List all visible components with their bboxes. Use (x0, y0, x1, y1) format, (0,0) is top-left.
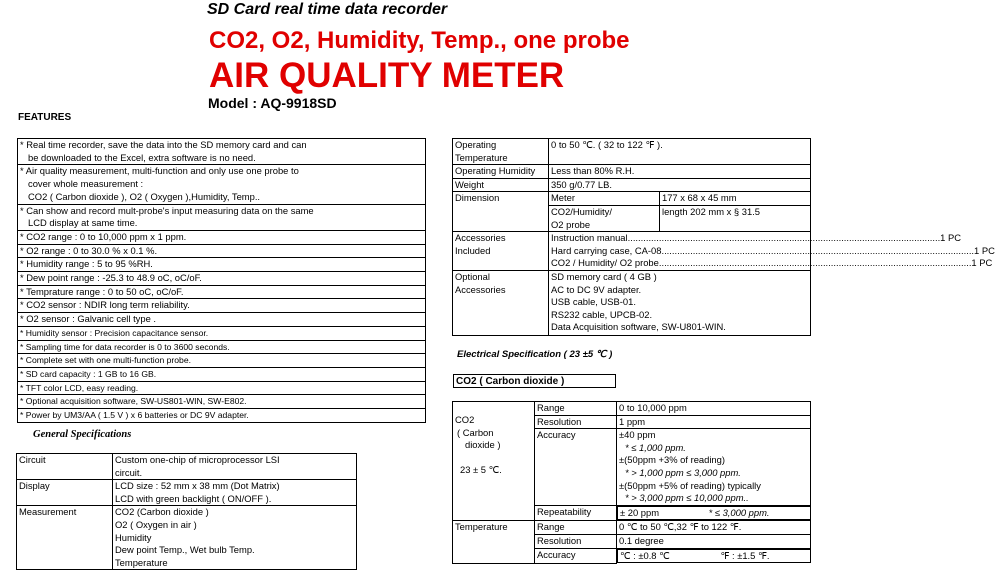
feature-item: * Dew point range : -25.3 to 48.9 oC, oC/oF. (18, 272, 426, 286)
general-spec-heading: General Specifications (33, 429, 132, 440)
feature-item: * TFT color LCD, easy reading. (18, 381, 426, 395)
spec-row-optional (453, 270, 811, 335)
spec-label: Operating Humidity (453, 165, 549, 179)
feature-row (18, 230, 426, 244)
electrical-spec-table (452, 401, 811, 564)
dot-leader: ........................................................................................................................ (661, 244, 975, 256)
accessories-list (549, 232, 995, 271)
optional-accessory-item: RS232 cable, UPCB-02. (551, 308, 653, 320)
spec-row-weight (453, 178, 811, 192)
feature-row (18, 313, 426, 327)
feature-row (18, 244, 426, 258)
general-spec-row (17, 506, 357, 570)
temp-spec-value: 0 ℃ to 50 ℃,32 ℉ to 122 ℉. (617, 521, 811, 535)
spec-value: Less than 80% R.H. (549, 165, 811, 179)
feature-item: * Sampling time for data recorder is 0 to 3600 seconds. (18, 340, 426, 354)
spec-row-accessories (453, 232, 811, 271)
co2-spec-row (453, 402, 811, 416)
model-number: Model : AQ-9918SD (208, 95, 337, 111)
spec-value: 350 g/0.77 LB. (549, 178, 811, 192)
co2-label: CO2 ( Carbon dioxide ) 23 ± 5 ℃. (453, 402, 535, 521)
accessory-item: Instruction manual ........................................................................................................................ 1 PC (551, 232, 962, 244)
general-spec-value: LCD size : 52 mm x 38 mm (Dot Matrix) LCD with green backlight ( ON/OFF ). (113, 480, 357, 506)
feature-item: * Complete set with one multi-function probe. (18, 354, 426, 368)
co2-spec-label: Range (535, 402, 617, 416)
feature-row (18, 139, 426, 165)
parameters-heading: CO2, O2, Humidity, Temp., one probe (209, 27, 630, 54)
co2-spec-label: Resolution (535, 415, 617, 429)
feature-item: * CO2 range : 0 to 10,000 ppm x 1 ppm. (18, 230, 426, 244)
feature-row (18, 299, 426, 313)
optional-accessory-item: SD memory card ( 4 GB ) (551, 270, 657, 282)
feature-row (18, 340, 426, 354)
temperature-label: Temperature (453, 521, 535, 563)
co2-spec-value: ± 20 ppm * ≤ 3,000 ppm. (617, 506, 811, 521)
feature-item: * Can show and record mult-probe's input measuring data on the same LCD display at same time. (18, 204, 426, 230)
feature-row (18, 165, 426, 204)
feature-item: * SD card capacity : 1 GB to 16 GB. (18, 367, 426, 381)
feature-row (18, 381, 426, 395)
feature-item: * Optional acquisition software, SW-US801-WIN, SW-E802. (18, 395, 426, 409)
general-spec-label: Display (17, 480, 113, 506)
general-spec-value: Custom one-chip of microprocessor LSI circuit. (113, 454, 357, 480)
feature-row (18, 326, 426, 340)
feature-row (18, 272, 426, 286)
spec-row-dimension-meter (453, 192, 811, 206)
temp-spec-value: 0.1 degree (617, 534, 811, 548)
spec-row-operating-humidity (453, 165, 811, 179)
temp-spec-value: ℃ : ±0.8 ℃ ℉ : ±1.5 ℉. (617, 549, 811, 564)
spec-label: Accessories Included (453, 232, 549, 271)
feature-row (18, 409, 426, 423)
spec-row-operating-temp (453, 139, 811, 165)
dot-leader: ........................................................................................................................ (658, 257, 972, 269)
spec-value: 0 to 50 ℃. ( 32 to 122 ℉ ). (549, 139, 811, 165)
dimension-meter-label: Meter (549, 192, 660, 206)
temp-spec-label: Resolution (535, 534, 617, 548)
features-heading: FEATURES (18, 112, 72, 123)
dimension-meter-value: 177 x 68 x 45 mm (660, 192, 811, 206)
spec-label: Weight (453, 178, 549, 192)
feature-item: * Air quality measurement, multi-function and only use one probe to cover whole measurement : CO2 ( Carbon dioxide ), O2 ( Oxygen ),Humidity, Temp.. (18, 165, 426, 204)
feature-item: * Real time recorder, save the data into the SD memory card and can be downloaded to the Excel, extra software is no need. (18, 139, 426, 165)
optional-accessory-item: AC to DC 9V adapter. (551, 283, 642, 295)
temp-spec-label: Range (535, 521, 617, 535)
feature-row (18, 258, 426, 272)
optional-accessories-list (549, 270, 811, 335)
feature-row (18, 285, 426, 299)
feature-item: * Power by UM3/AA ( 1.5 V ) x 6 batteries or DC 9V adapter. (18, 409, 426, 423)
co2-spec-value: 1 ppm (617, 415, 811, 429)
feature-row (18, 367, 426, 381)
feature-row (18, 395, 426, 409)
feature-item: * Humidity sensor : Precision capacitance sensor. (18, 326, 426, 340)
spec-label: Dimension (453, 192, 549, 232)
general-spec-row (17, 480, 357, 506)
accessory-item: CO2 / Humidity/ O2 probe ........................................................................................................................ 1 PC (551, 257, 993, 269)
subtitle: SD Card real time data recorder (207, 1, 448, 18)
temp-spec-row (453, 521, 811, 535)
electrical-spec-heading: Electrical Specification ( 23 ±5 ℃ ) (457, 349, 613, 360)
feature-item: * Humidity range : 5 to 95 %RH. (18, 258, 426, 272)
spec-table (452, 138, 995, 336)
general-spec-table (16, 453, 357, 570)
features-table (17, 138, 426, 423)
co2-spec-value: 0 to 10,000 ppm (617, 402, 811, 416)
temp-spec-label: Accuracy (535, 548, 617, 563)
general-spec-row (17, 454, 357, 480)
dimension-probe-value: length 202 mm x § 31.5 (660, 205, 811, 231)
feature-row (18, 204, 426, 230)
general-spec-value: CO2 (Carbon dioxide ) O2 ( Oxygen in air ) Humidity Dew point Temp., Wet bulb Temp. Temperature (113, 506, 357, 570)
spec-label: Operating Temperature (453, 139, 549, 165)
co2-spec-label: Repeatability (535, 505, 617, 521)
feature-item: * O2 range : 0 to 30.0 % x 0.1 %. (18, 244, 426, 258)
page-title: AIR QUALITY METER (209, 56, 565, 95)
feature-item: * Temprature range : 0 to 50 oC, oC/oF. (18, 285, 426, 299)
co2-spec-label: Accuracy (535, 429, 617, 506)
optional-accessory-item: USB cable, USB-01. (551, 296, 636, 308)
accessory-item: Hard carrying case, CA-08 ........................................................................................................................ 1 PC (551, 244, 995, 256)
general-spec-label: Measurement (17, 506, 113, 570)
co2-section-title: CO2 ( Carbon dioxide ) (453, 374, 616, 388)
spec-label: Optional Accessories (453, 270, 549, 335)
optional-accessory-item: Data Acquisition software, SW-U801-WIN. (551, 321, 726, 333)
dot-leader: ........................................................................................................................ (627, 232, 941, 244)
feature-item: * CO2 sensor : NDIR long term reliability. (18, 299, 426, 313)
dimension-probe-label: CO2/Humidity/ O2 probe (549, 205, 660, 231)
co2-spec-value: ±40 ppm * ≤ 1,000 ppm. ±(50ppm +3% of reading) * > 1,000 ppm ≤ 3,000 ppm. ±(50ppm +5% of reading) typically * > 3,000 ppm ≤ 10,000 ppm.. (617, 429, 811, 506)
feature-item: * O2 sensor : Galvanic cell type . (18, 313, 426, 327)
general-spec-label: Circuit (17, 454, 113, 480)
feature-row (18, 354, 426, 368)
